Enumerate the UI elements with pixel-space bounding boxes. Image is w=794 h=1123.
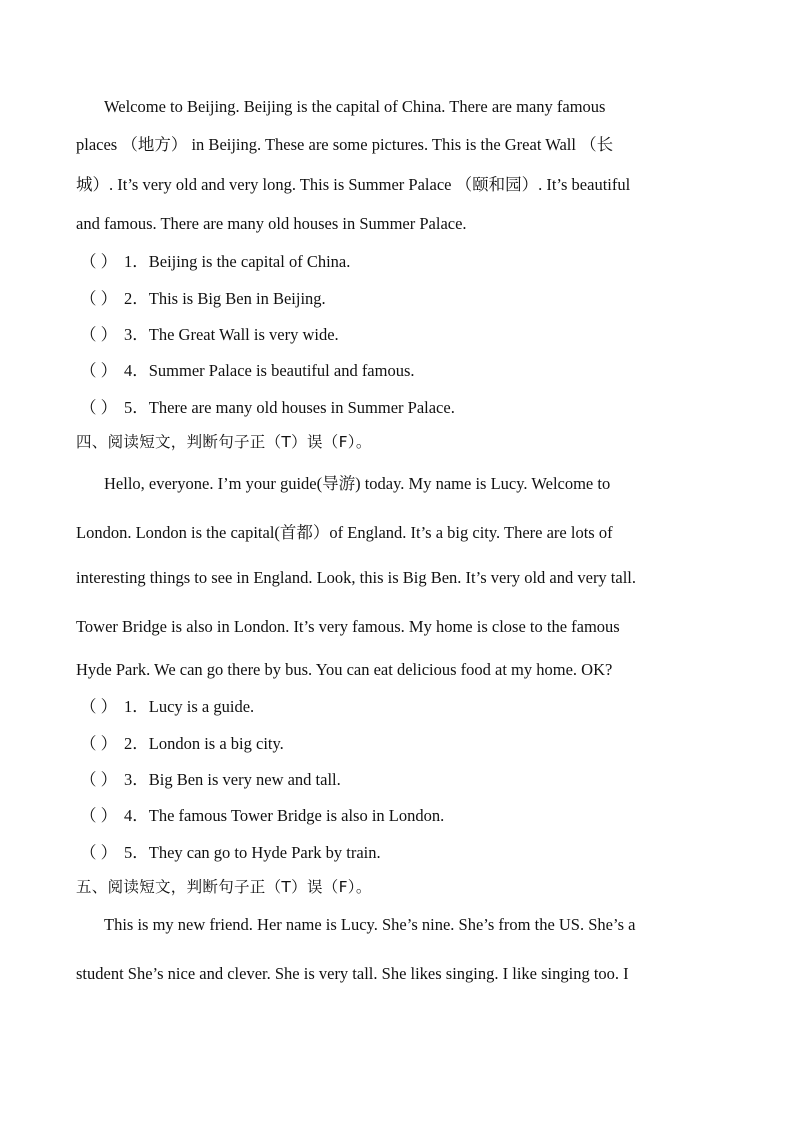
passage1-line-3: 城）. It’s very old and very long. This is Summer Palace （颐和园）. It’s beautiful (76, 175, 631, 194)
section4-question-5 (80, 839, 381, 863)
passage1-line-2: places （地方） in Beijing. These are some pictures. This is the Great Wall （长 (76, 135, 614, 154)
question-text: 1．Lucy is a guide. (124, 697, 255, 716)
question-text: 4．Summer Palace is beautiful and famous. (124, 361, 415, 380)
question-text: 5．They can go to Hyde Park by train. (124, 843, 381, 862)
answer-blank[interactable]: （ ） (80, 734, 118, 753)
answer-blank[interactable]: （ ） (80, 770, 118, 789)
section4-line-5: Hyde Park. We can go there by bus. You can eat delicious food at my home. OK? (76, 660, 613, 679)
passage1-question-4 (80, 357, 415, 381)
passage1-line-1: Welcome to Beijing. Beijing is the capital of China. There are many famous (104, 97, 606, 116)
answer-blank[interactable]: （ ） (80, 398, 118, 417)
passage1-line-4: and famous. There are many old houses in Summer Palace. (76, 214, 467, 233)
passage1-question-1 (80, 248, 350, 272)
section4-line-4: Tower Bridge is also in London. It’s very famous. My home is close to the famous (76, 617, 620, 636)
passage1-question-3 (80, 321, 339, 345)
question-text: 1．Beijing is the capital of China. (124, 252, 351, 271)
answer-blank[interactable]: （ ） (80, 289, 118, 308)
section5-line-1: This is my new friend. Her name is Lucy. She’s nine. She’s from the US. She’s a (104, 915, 636, 934)
section4-line-3: interesting things to see in England. Look, this is Big Ben. It’s very old and very tall. (76, 568, 637, 587)
passage1-question-5 (80, 394, 455, 418)
passage1-question-2 (80, 285, 326, 309)
answer-blank[interactable]: （ ） (80, 806, 118, 825)
section4-question-3 (80, 766, 341, 790)
section5-heading: 五、阅读短文，判断句子正（T）误（F）。 (76, 878, 372, 896)
answer-blank[interactable]: （ ） (80, 843, 118, 862)
question-text: 2．This is Big Ben in Beijing. (124, 289, 326, 308)
section4-heading: 四、阅读短文，判断句子正（T）误（F）。 (76, 433, 372, 451)
section5-line-2: student She’s nice and clever. She is very tall. She likes singing. I like singing too. I (76, 964, 629, 983)
question-text: 3．Big Ben is very new and tall. (124, 770, 341, 789)
answer-blank[interactable]: （ ） (80, 697, 118, 716)
section4-line-1: Hello, everyone. I’m your guide(导游) today. My name is Lucy. Welcome to (104, 474, 611, 493)
section4-line-2: London. London is the capital(首都）of England. It’s a big city. There are lots of (76, 523, 613, 542)
answer-blank[interactable]: （ ） (80, 361, 118, 380)
section4-question-4 (80, 802, 444, 826)
section4-question-2 (80, 730, 284, 754)
question-text: 4．The famous Tower Bridge is also in London. (124, 806, 445, 825)
answer-blank[interactable]: （ ） (80, 325, 118, 344)
question-text: 5．There are many old houses in Summer Palace. (124, 398, 455, 417)
question-text: 2．London is a big city. (124, 734, 284, 753)
section4-question-1 (80, 693, 254, 717)
question-text: 3．The Great Wall is very wide. (124, 325, 339, 344)
answer-blank[interactable]: （ ） (80, 252, 118, 271)
